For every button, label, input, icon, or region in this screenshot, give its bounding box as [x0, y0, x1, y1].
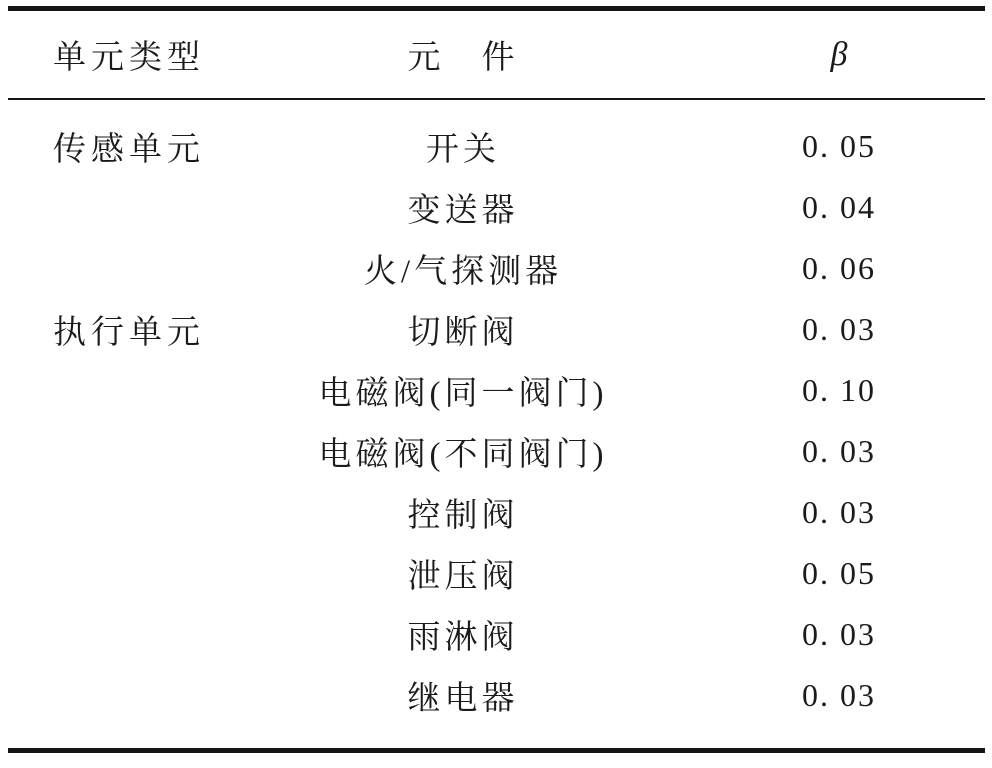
beta-cell: 0. 05 [802, 555, 876, 591]
unit-type-cell: 传感单元 [53, 132, 205, 168]
component-cell: 切断阀 [407, 315, 519, 351]
beta-cell: 0. 04 [802, 189, 876, 225]
table-row [8, 604, 985, 665]
component-cell: 变送器 [407, 193, 519, 229]
beta-cell: 0. 03 [802, 677, 876, 713]
component-cell: 雨淋阀 [407, 620, 519, 656]
table-row [8, 360, 985, 421]
table-header-row [8, 11, 985, 98]
table-body [8, 100, 985, 748]
table-row [8, 177, 985, 238]
table-row [8, 543, 985, 604]
beta-factor-table [8, 6, 985, 753]
component-cell: 继电器 [407, 681, 519, 717]
table-bottom-rule [8, 748, 985, 753]
beta-cell: 0. 03 [802, 616, 876, 652]
beta-cell: 0. 06 [802, 250, 876, 286]
table-row [8, 665, 985, 726]
component-cell: 火/气探测器 [363, 254, 563, 290]
component-cell: 电磁阀(不同阀门) [318, 437, 608, 473]
beta-cell: 0. 10 [802, 372, 876, 408]
table-row [8, 482, 985, 543]
component-cell: 开关 [426, 132, 500, 168]
beta-cell: 0. 03 [802, 311, 876, 347]
beta-cell: 0. 05 [802, 128, 876, 164]
component-cell: 控制阀 [407, 498, 519, 534]
component-cell: 电磁阀(同一阀门) [318, 376, 608, 412]
table-row [8, 299, 985, 360]
column-header-unit-type: 单元类型 [53, 40, 205, 76]
component-cell: 泄压阀 [407, 559, 519, 595]
table-row [8, 238, 985, 299]
unit-type-cell: 执行单元 [53, 315, 205, 351]
beta-cell: 0. 03 [802, 494, 876, 530]
column-header-beta: β [830, 35, 848, 73]
table-row [8, 421, 985, 482]
table-row [8, 116, 985, 177]
column-header-component: 元 件 [407, 40, 519, 76]
beta-cell: 0. 03 [802, 433, 876, 469]
